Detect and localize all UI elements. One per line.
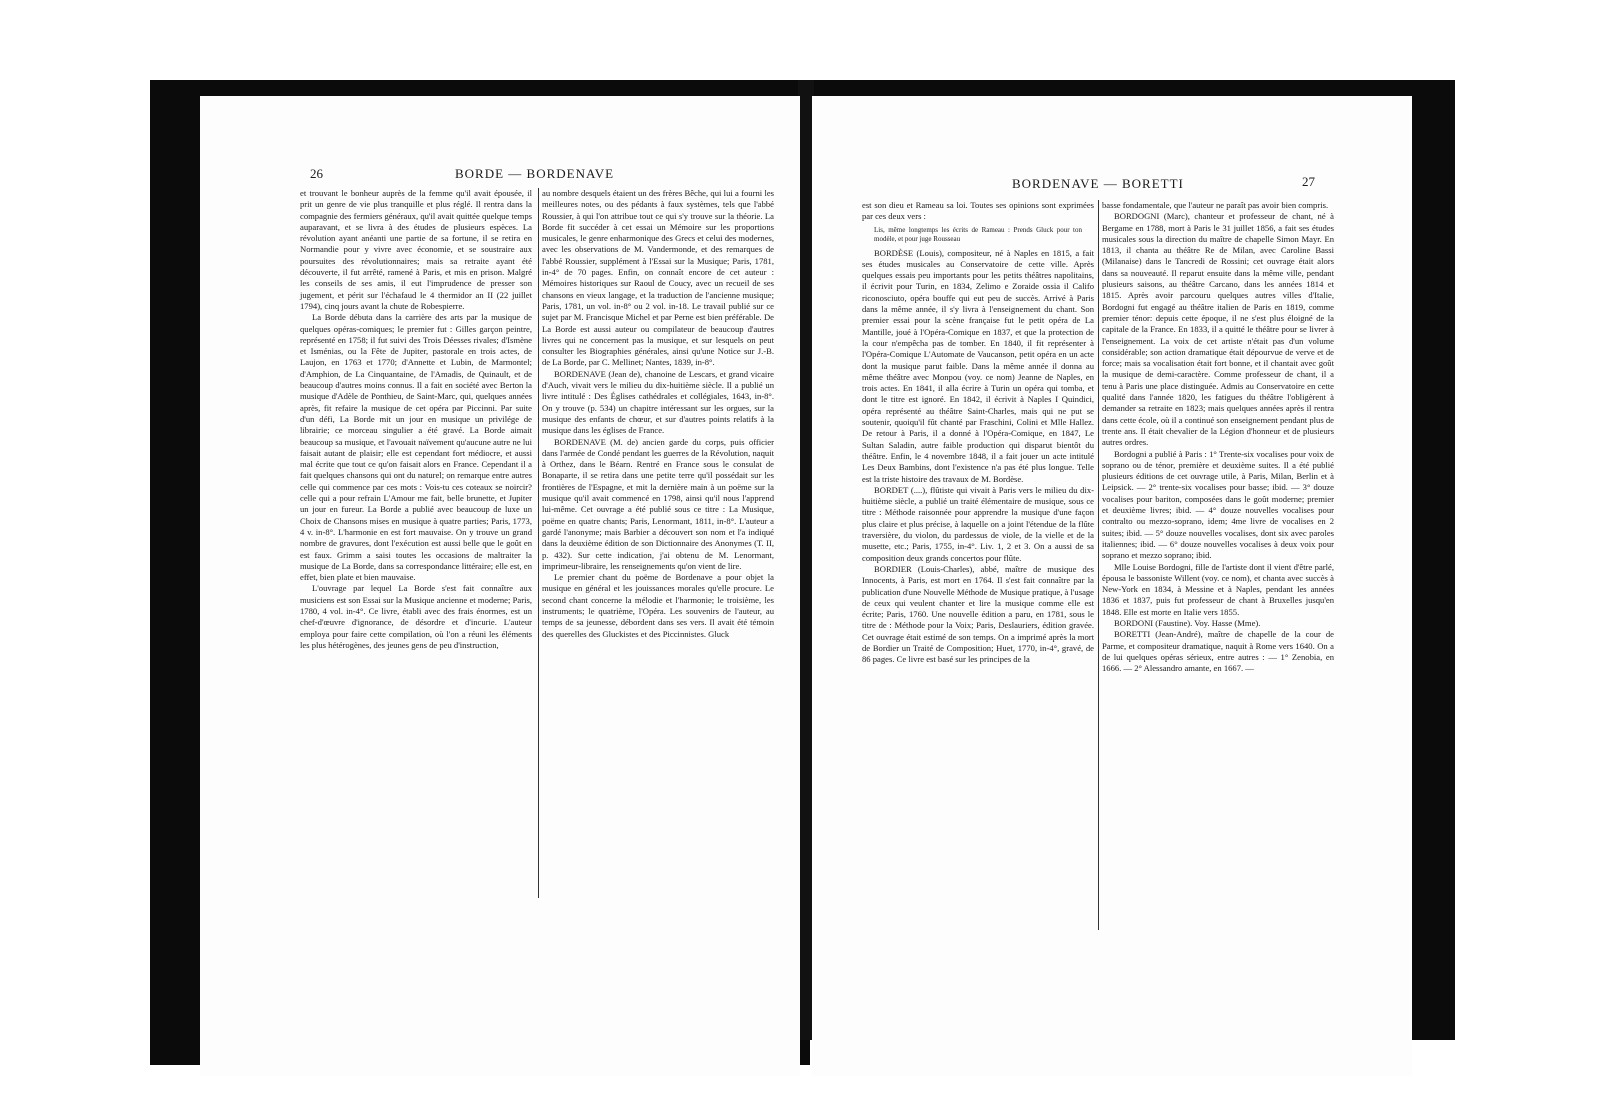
entry-boretti: BORETTI (Jean-André), maître de chapelle de la cour de Parme, et compositeur dramatique, naquit à Rome vers 1640. On a de lui quelques opéras sérieux, entre autres : — 1° Zenobia, en 1666. — 2° Alessandro amante, en 1667. — — [1102, 629, 1334, 674]
column-divider — [538, 188, 539, 898]
entry-bordier: BORDIER (Louis-Charles), abbé, maître de musique des Innocents, à Paris, est mort en 1764. Il s'est fait connaître par la publication d'une Nouvelle Méthode de Musique pratique, à l'usage de ceux qui veulent chanter et lire la musique comme elle est écrite; Paris, 1760. Une nouvelle édition a paru, en 1781, sous le titre de : Méthode pour la Voix; Paris, Deslauriers, édition gravée. Cet ouvrage était estimé de son temps. On a imprimé après la mort de Bordier un Traité de Composition; Huet, 1770, in-4°, gravé, de 86 pages. Ce livre est basé sur les principes de la — [862, 563, 1094, 665]
running-head: BORDE — BORDENAVE — [455, 166, 615, 181]
entry-bordoni: BORDONI (Faustine). Voy. Hasse (Mme). — [1114, 617, 1261, 628]
entry-bordenave-jean: BORDENAVE (Jean de), chanoine de Lescars, et grand vicaire d'Auch, vivait vers le milieu du dix-huitième siècle. Il a publié un livre intitulé : Des Églises cathédrales et collégiales, 1643, in-8°. On y trouve (p. 534) un chapitre intéressant sur les orgues, sur la musique des enfants de chœur, et sur d'autres points relatifs à la musique dans les églises de France. — [542, 368, 774, 436]
paragraph: Mlle Louise Bordogni, fille de l'artiste dont il vient d'être parlé, épousa le bassoniste Willent (voy. ce nom), et chanta avec succès à New-York en 1834, à Messine et à Naples, pendant les années 1836 et 1837, puis fut professeur de chant à Bruxelles jusqu'en 1848. Elle est morte en Italie vers 1855. — [1102, 561, 1334, 617]
text-column-2 — [1102, 200, 1334, 674]
paragraph: La Borde débuta dans la carrière des arts par la musique de quelques opéras-comiques; le premier fut : Gilles garçon peintre, représenté en 1758; il fut suivi des Trois Déesses rivales; d'Ismène et Isménias, ou la Fête de Jupiter, pastorale en trois actes, de Laujon, en 1763 et 1770; d'Annette et Lubin, de Marmontel; d'Amphion, de La Cinquantaine, de l'Amadis, de Quinault, et de beaucoup d'autres moins connus. Il a fait en société avec Berton la musique d'Adèle de Ponthieu, de Saint-Marc, qui, quelques années après, fit refaire la musique de cet opéra par Piccinni. Par suite d'un défi, La Borde mit un jour en musique un privilége de librairie; ce morceau singulier a été gravé. La Borde aimait beaucoup sa musique, et l'avouait naïvement qu'aucune autre ne lui faisait autant de plaisir; elle est cependant fort médiocre, et aussi mal écrite que tout ce qu'on faisait alors en France. Cependant il a fait quelques chansons qui ont du naturel; on remarque entre autres celle qui commence par ces mots : Vois-tu ces coteaux se noircir? celle qui a pour refrain L'Amour me fait, belle brunette, et Jupiter un jour en fureur. La Borde a publié avec beaucoup de luxe un Choix de Chansons mises en musique à quatre parties; Paris, 1773, 4 v. in-8°. L'harmonie en est fort mauvaise. On y trouve un grand nombre de gravures, dont l'exécution est aussi belle que le goût en est faux. Grimm a saisi toutes les occasions de maltraiter la musique de La Borde, dans sa correspondance littéraire; elle est, en effet, bien plate et bien mauvaise. — [300, 312, 532, 583]
paragraph: L'ouvrage par lequel La Borde s'est fait connaître aux musiciens est son Essai sur la Musique ancienne et moderne; Paris, 1780, 4 vol. in-4°. Ce livre, établi avec des frais énormes, est un chef-d'œuvre d'ignorance, de désordre et d'incurie. L'auteur employa pour faire cette compilation, où l'on a réuni les éléments les plus hétérogènes, des jeunes gens de peu d'instruction, — [300, 583, 532, 650]
entry-bordenave-m: BORDENAVE (M. de) ancien garde du corps, puis officier dans l'armée de Condé pendant les guerres de la Révolution, naquit à Orthez, dans le Béarn. Rentré en France sous le consulat de Bonaparte, il se retira dans une petite terre qu'il possédait sur les frontières de l'Espagne, et mit la dernière main à un poëme sur la musique qu'il avait commencé en 1798, ainsi qu'il nous l'apprend lui-même. Cet ouvrage a été publié sous ce titre : La Musique, poëme en quatre chants; Paris, Lenormant, 1811, in-8°. L'auteur a gardé l'anonyme; mais Barbier a découvert son nom et l'a indiqué dans la deuxième édition de son Dictionnaire des Anonymes (T. II, p. 432). Sur cette indication, j'ai obtenu de M. Lenormant, imprimeur-libraire, les renseignements qu'on vient de lire. — [542, 436, 774, 571]
text-column-2 — [542, 188, 774, 640]
entry-bordet: BORDET (....), flûtiste qui vivait à Paris vers le milieu du dix-huitième siècle, a publié un traité élémentaire de musique, sous ce titre : Méthode raisonnée pour apprendre la musique d'une façon plus claire et plus précise, à laquelle on a joint l'étendue de la flûte traversière, du violon, du pardessus de viole, de la vielle et de la musette, etc.; Paris, 1755, in-4°. Liv. 1, 2 et 3. On a aussi de sa composition deux grands concertos pour flûte. — [862, 484, 1094, 563]
left-page — [200, 96, 800, 1076]
entry-bordese: BORDÈSE (Louis), compositeur, né à Naples en 1815, a fait ses études musicales au Conservatoire de cette ville. Après quelques essais peu importants pour les petits théâtres napolitains, il écrivit pour Turin, en 1834, Zelimo e Zoraide ossia il Califo riconosciuto, opéra bouffe qui eut peu de succès. Arrivé à Paris dans la même année, il s'y livra à l'enseignement du chant. Son premier essai pour la scène française fut le petit opéra de La Mantille, joué à l'Opéra-Comique en 1837, et que la protection de la cour n'empêcha pas de tomber. En 1840, il fit représenter à l'Opéra-Comique L'Automate de Vaucanson, petit opéra en un acte dont la musique parut faible. Dans la même année il donna au même théâtre avec Monpou (voy. ce nom) Jeanne de Naples, en trois actes. En 1841, il alla écrire à Turin un opéra qui tomba, et dont le titre est ignoré. En 1842, il écrivit à Naples I Quindici, opéra représenté au théâtre Saint-Charles, mais qui ne put se soutenir, quoiqu'il fût chanté par Fraschini, Colini et Mlle Hallez. De retour à Paris, il a donné à l'Opéra-Comique, en 1847, Le Sultan Saladin, autre faible production qui disparut bientôt du théâtre. Enfin, le 4 novembre 1848, il a fait jouer un acte intitulé Les Deux Bambins, dont l'existence n'a pas été plus longue. Telle est la triste histoire des travaux de M. Bordèse. — [862, 247, 1094, 484]
verse-quote: Lis, même longtemps les écrits de Rameau : Prends Gluck pour ton modèle, et pour juge Rousseau — [874, 225, 1082, 243]
page-number: 26 — [310, 166, 323, 181]
paragraph: est son dieu et Rameau sa loi. Toutes ses opinions sont exprimées par ces deux vers : — [862, 200, 1094, 222]
entry-bordogni: BORDOGNI (Marc), chanteur et professeur de chant, né à Bergame en 1788, mort à Paris le 31 juillet 1856, a fait ses études musicales sous la direction du maître de chapelle Simon Mayr. En 1813, il chanta au théâtre Re de Milan, avec Caroline Bassi (Milanaise) dans le Tancredi de Rossini; cet ouvrage était alors dans sa nouveauté. Il reparut ensuite dans la même ville, pendant plusieurs saisons, au théâtre Carcano, dans les années 1814 et 1815. Après avoir parcouru quelques autres villes d'Italie, Bordogni fut engagé au théâtre italien de Paris en 1819, comme premier ténor: depuis cette époque, il ne s'est plus éloigné de la capitale de la France. En 1833, il a quitté le théâtre pour se livrer à l'enseignement. La voix de cet artiste n'était pas d'un volume considérable; son action dramatique était dépourvue de verve et de force; mais sa vocalisation était fort bonne, et il chantait avec goût la musique de demi-caractère. Comme professeur de chant, il a tenu à Paris une place distinguée. Admis au Conservatoire en cette qualité dans l'année 1820, les fatigues du théâtre l'obligèrent à demander sa retraite en 1823; mais quelques années après il rentra dans cette école, où il a continué son enseignement pendant plus de trente ans. Il était chevalier de la Légion d'honneur et de plusieurs autres ordres. — [1102, 211, 1334, 448]
right-page — [812, 96, 1412, 1076]
scan-shadow-right — [1405, 80, 1455, 1040]
paragraph: et trouvant le bonheur auprès de la femme qu'il avait épousée, il prit un genre de vie plus tranquille et plus réglé. Il rentra dans la compagnie des fermiers généraux, qu'il avait quittée quelque temps auparavant, et se livra à des études de plusieurs espèces. La révolution ayant anéanti une partie de sa fortune, il se retira en Normandie pour y vivre avec économie, et se soustraire aux poursuites des révolutionnaires; mais sa retraite ayant été découverte, il fut arrêté, ramené à Paris, et mis en prison. Malgré les conseils de ses amis, il eut l'imprudence de presser son jugement, et périt sur l'échafaud le 4 thermidor an II (22 juillet 1794), cinq jours avant la chute de Robespierre. — [300, 188, 532, 311]
column-divider — [1098, 200, 1099, 930]
paragraph: au nombre desquels étaient un des frères Bêche, qui lui a fourni les meilleures notes, ou des pédants à faux systèmes, tels que l'abbé Roussier, à qui l'on attribue tout ce qui s'y trouve sur la théorie. La Borde fit succéder à cet essai un Mémoire sur les proportions musicales, le genre enharmonique des Grecs et celui des modernes, avec les observations de M. Vandermonde, et des remarques de l'abbé Roussier, supplément à l'Essai sur la Musique; Paris, 1781, in-4° de 70 pages. Enfin, on connaît encore de cet auteur : Mémoires historiques sur Raoul de Coucy, avec un recueil de ses chansons en vieux langage, et la traduction de l'ancienne musique; Paris, 1781, un vol. in-8° ou 2 vol. in-18. Le travail publié sur ce sujet par M. Francisque Michel et par Perne est bien préférable. De La Borde est aussi auteur ou compilateur de beaucoup d'autres livres qui ne concernent pas la musique, et sur lesquels on peut consulter les Biographies générales, ainsi qu'une Notice sur J.-B. de La Borde, par C. Mellinet; Nantes, 1839, in-8°. — [542, 188, 774, 368]
page-number: 27 — [1302, 174, 1315, 189]
text-column-1 — [300, 188, 532, 651]
text-column-1 — [862, 200, 1094, 666]
paragraph: Bordogni a publié à Paris : 1° Trente-six vocalises pour voix de soprano ou de ténor, première et deuxième suites. Il a été publié plusieurs éditions de cet ouvrage utile, à Paris, Milan, Berlin et à Leipsick. — 2° trente-six vocalises pour basse; ibid. — 3° douze vocalises pour bariton, composées dans le goût moderne; premier et deuxième livres; ibid. — 4° douze nouvelles vocalises pour contralto ou mezzo-soprano, idem; 4me livre de vocalises en 2 suites; ibid. — 5° douze nouvelles vocalises, dont six avec paroles italiennes; ibid. — 6° douze nouvelles vocalises à deux voix pour soprano et mezzo soprano; ibid. — [1102, 448, 1334, 561]
scan-shadow-left — [150, 80, 202, 1065]
running-head: BORDENAVE — BORETTI — [1012, 176, 1184, 191]
paragraph: basse fondamentale, que l'auteur ne paraît pas avoir bien compris. — [1102, 200, 1329, 210]
paragraph: Le premier chant du poëme de Bordenave a pour objet la musique en général et les jouissances morales qu'elle procure. Le second chant concerne la mélodie et l'harmonie; le troisième, les instruments; le quatrième, l'Opéra. Les souvenirs de l'auteur, au temps de sa jeunesse, débordent dans ses vers. Il avait été témoin des querelles des Gluckistes et des Piccinnistes. Gluck — [542, 572, 774, 639]
